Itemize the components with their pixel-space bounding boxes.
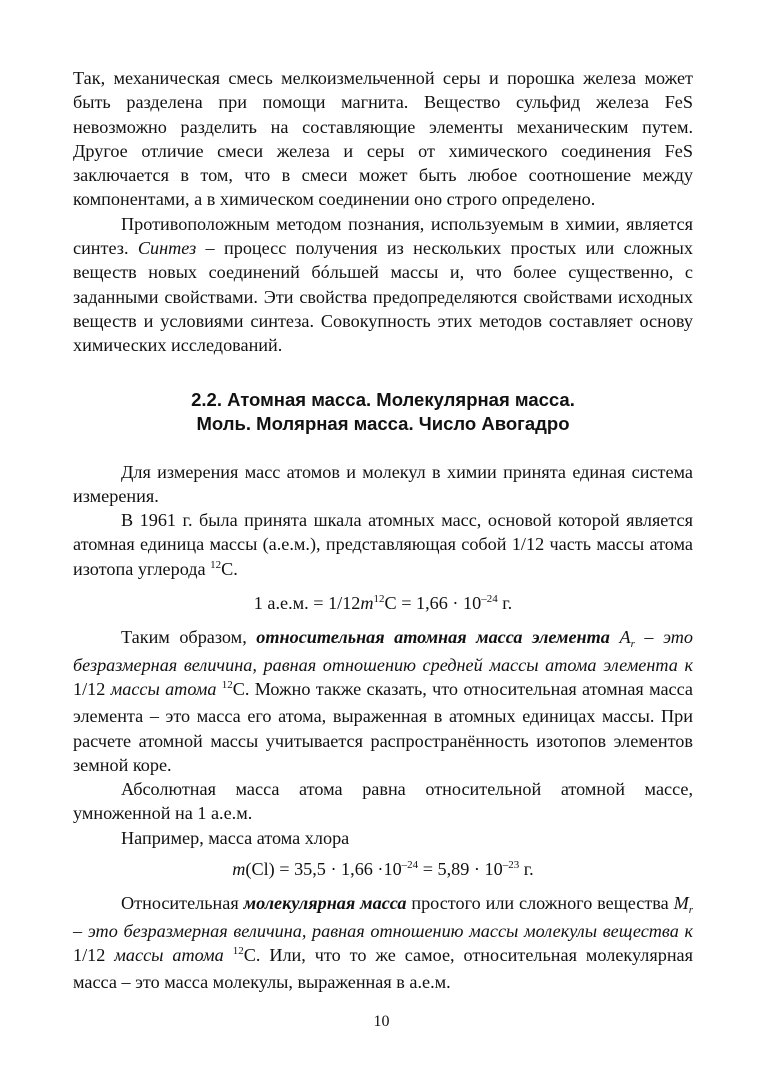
paragraph-relative-atomic-mass: Таким образом, относительная атомная масса элемента $A_r$ – это безразмерная величина, равная отношению средней массы атома элемента к 1/12 массы атома $^{12}$С. Можно также сказать, что относительная атомная масса элемента – это масса его атома, выраженная в атомных единицах массы. При расчете атомной массы учитывается распространённость изотопов элементов земной коре. [73,627,694,775]
paragraph-absolute-mass: Абсолютная масса атома равна относительной атомной массе, умноженной на 1 а.е.м. [73,779,693,824]
page-number: 10 [373,1013,390,1030]
paragraph-mixture-separation: Так, механическая смесь мелкоизмельченной серы и порошка железа может быть разделена при помощи магнита. Вещество сульфид железа FeS невозможно разделить на составляющие элементы механическим путем. Другое отличие смеси железа и серы от химического соединения FeS заключается в том, что в смеси может быть любое соотношение между компонентами, а в химическом соединении оно строго определено. [73,68,693,210]
term-synthesis: Синтез [137,238,197,259]
paragraph-atomic-scale: В 1961 г. была принята шкала атомных масс, основой которой является атомная единица массы (а.е.м.), представляющая собой 1/12 часть массы атома изотопа углерода $^{12}$С. [73,510,693,579]
page-body [73,66,693,995]
section-heading-line-1: 2.2. Атомная масса. Молекулярная масса. [191,388,575,410]
paragraph-relative-molecular-mass: Относительная молекулярная масса простого или сложного вещества $M_r$ – это безразмерная величина, равная отношению массы молекулы вещества к 1/12 массы атома $^{12}$С. Или, что то же самое, относительная молекулярная масса – это масса молекулы, выраженная в а.е.м. [73,893,693,993]
term-molecular-mass: молекулярная масса [243,893,407,914]
section-heading-line-2: Моль. Молярная масса. Число Авогадро [196,412,570,434]
paragraph-measurement-system: Для измерения масс атомов и молекул в химии принята единая система измерения. [73,461,693,506]
paragraph-synthesis: Противоположным методом познания, используемым в химии, является синтез. Синтез – процесс получения из нескольких простых или сложных веществ новых соединений бóльшей массы и, что более существенно, с заданными свойствами. Эти свойства предопределяются свойствами исходных веществ и условиями синтеза. Совокупность этих методов составляет основу химических исследований. [73,213,693,356]
paragraph-example: Например, масса атома хлора [121,827,350,848]
formula-chlorine-mass: $m(Cl) = 35,5 \cdot 1,66 \cdot 10^{-24} = 5,89 \cdot 10^{-23}$ г. [232,859,534,880]
term-relative-atomic-mass: относительная атомная масса элемента [256,627,610,648]
formula-amu: 1 а.е.м. = $1/12m^{12}С = 1,66 \cdot 10^{-24}$ г. [253,593,513,614]
